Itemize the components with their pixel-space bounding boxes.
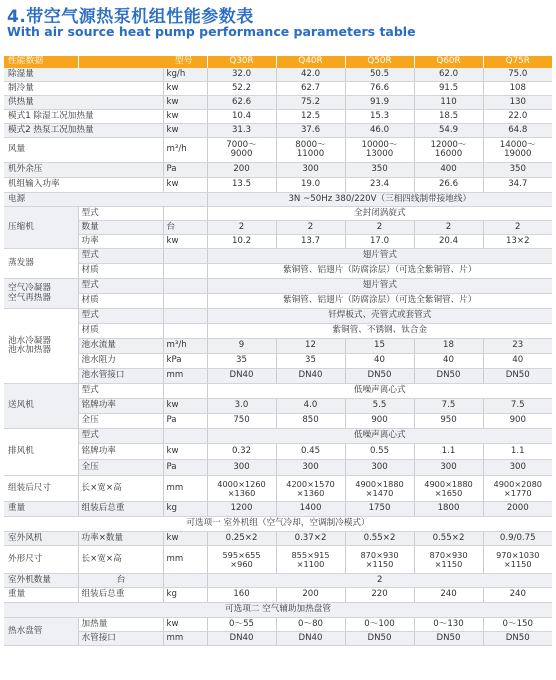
row-sub-label: 功率: [78, 235, 163, 249]
cell-value: 9000: [230, 149, 253, 159]
group-label: [4, 279, 78, 309]
cell-value: DN50: [345, 632, 414, 646]
cell-value: 900: [483, 414, 552, 429]
row-sub-label: 材质: [78, 324, 163, 339]
cell-value: ×960: [230, 558, 253, 569]
cell-value: 35: [207, 354, 276, 369]
table-row: [4, 207, 552, 221]
row-unit: mm: [163, 369, 207, 384]
cell-value: 855×915: [291, 549, 330, 560]
cell-value: 200: [276, 588, 345, 603]
table-row: [4, 603, 552, 618]
cell-value: ×1150: [434, 558, 463, 569]
row-unit: kw: [163, 444, 207, 460]
option-two-heading: 可选项二 空气辅助加热盘管: [4, 603, 552, 618]
row-sub-label: 型式: [78, 384, 163, 399]
cell-value: 970×1030: [496, 549, 540, 560]
cell-value: 31.3: [207, 124, 276, 138]
cell-value: 34.7: [483, 178, 552, 193]
cell-value: 46.0: [345, 124, 414, 138]
cell-value: 50.5: [345, 68, 414, 82]
row-sub-label: 组装后总重: [78, 502, 163, 517]
cell-value: 9: [207, 339, 276, 354]
cell-value: 950: [414, 414, 483, 429]
row-unit: kg/h: [163, 68, 207, 82]
table-row: [4, 414, 552, 429]
cell-value: 12: [276, 339, 345, 354]
cell-value: 22.0: [483, 110, 552, 124]
cell-value: 翅片管式: [207, 279, 552, 294]
cell-value: 42.0: [276, 68, 345, 82]
cell-value: DN50: [483, 369, 552, 384]
cell-value: DN40: [207, 369, 276, 384]
table-row: [4, 264, 552, 279]
cell-value: 900: [345, 414, 414, 429]
row-sub-label: 长×宽×高: [78, 476, 163, 502]
cell-value: 13.5: [207, 178, 276, 193]
cell-value: 7000～: [226, 139, 257, 150]
cell-value: 75.2: [276, 96, 345, 110]
cell-value: 300: [207, 460, 276, 476]
cell-value: 2: [207, 574, 552, 588]
cell-value: 870×930: [360, 549, 399, 560]
page-title: 4.带空气源热泵机组性能参数表: [7, 7, 254, 27]
header-model-q75r: Q75R: [483, 56, 552, 68]
row-sub-label: 材质: [78, 264, 163, 279]
table-row: [4, 517, 552, 532]
cell-value: 160: [207, 588, 276, 603]
cell-value: 37.6: [276, 124, 345, 138]
table-row: [4, 429, 552, 444]
row-unit: m³/h: [163, 339, 207, 354]
row-label: 组装后尺寸: [4, 476, 78, 502]
row-sub-label: 全压: [78, 460, 163, 476]
cell-value: 11000: [296, 149, 325, 159]
cell-value: 870×930: [429, 549, 468, 560]
row-unit: kw: [163, 82, 207, 96]
table-row: [4, 574, 552, 588]
group-label-line: 池水冷凝器: [8, 335, 51, 346]
parameters-table: [4, 56, 552, 646]
cell-value: 300: [276, 460, 345, 476]
row-sub-label: 型式: [78, 249, 163, 264]
table-row: [4, 309, 552, 324]
row-unit: kg: [163, 502, 207, 517]
cell-value: 8000～: [295, 139, 326, 150]
cell-value: 2: [483, 221, 552, 235]
cell-value: 1750: [345, 502, 414, 517]
cell-value: 12.5: [276, 110, 345, 124]
row-sub-label: 水管接口: [78, 632, 163, 646]
cell-value: 220: [345, 588, 414, 603]
cell-value: 300: [276, 163, 345, 178]
row-label: 模式1 除湿工况加热量: [4, 110, 163, 124]
row-sub-label: 长×宽×高: [78, 546, 163, 574]
row-unit: kw: [163, 124, 207, 138]
row-sub-label: 池水流量: [78, 339, 163, 354]
cell-value: 19000: [504, 149, 532, 159]
row-unit: mm: [163, 632, 207, 646]
cell-value: 0.37×2: [276, 532, 345, 546]
cell-value: DN40: [207, 632, 276, 646]
row-unit: m³/h: [163, 138, 207, 163]
cell-value: 10000～: [361, 139, 398, 150]
table-row: [4, 178, 552, 193]
cell-value: DN50: [345, 369, 414, 384]
cell-value: 7.5: [414, 399, 483, 414]
cell-value: 1800: [414, 502, 483, 517]
cell-value: DN50: [414, 632, 483, 646]
row-label: 机组输入功率: [4, 178, 163, 193]
row-sub-label: 池水管接口: [78, 369, 163, 384]
cell-value: 0.55×2: [345, 532, 414, 546]
cell-value: 62.0: [414, 68, 483, 82]
row-label: 风量: [4, 138, 163, 163]
table-row: [4, 399, 552, 414]
cell-value: 3N ~50Hz 380/220V（三相四线制带接地线）: [207, 193, 552, 207]
cell-value: 2: [207, 221, 276, 235]
cell-value: 13000: [365, 149, 394, 159]
cell-value: 5.5: [345, 399, 414, 414]
row-label: 外形尺寸: [4, 546, 78, 574]
header-model-q30r: Q30R: [207, 56, 276, 68]
cell-value: 350: [483, 163, 552, 178]
cell-value: 750: [207, 414, 276, 429]
cell-value: 4900×2080: [493, 478, 543, 489]
cell-value: 4.0: [276, 399, 345, 414]
cell-value: 2000: [483, 502, 552, 517]
row-sub-label: 型式: [78, 309, 163, 324]
cell-value: 75.0: [483, 68, 552, 82]
cell-value: 20.4: [414, 235, 483, 249]
row-sub-label: 铭牌功率: [78, 399, 163, 414]
cell-value: 110: [414, 96, 483, 110]
row-sub-label: 全压: [78, 414, 163, 429]
header-model-q50r: Q50R: [345, 56, 414, 68]
row-unit: Pa: [163, 163, 207, 178]
table-row: [4, 546, 552, 574]
row-sub-label: 组装后总重: [78, 588, 163, 603]
group-label: 蒸发器: [4, 249, 78, 279]
table-row: [4, 444, 552, 460]
cell-value: 0～100: [345, 618, 414, 632]
cell-value: 40: [345, 354, 414, 369]
cell-value: 108: [483, 82, 552, 96]
table-row: [4, 163, 552, 178]
table-row: [4, 384, 552, 399]
cell-value: 0.9/0.75: [483, 532, 552, 546]
row-sub-label: 型式: [78, 279, 163, 294]
table-row: [4, 324, 552, 339]
cell-value: 0～80: [276, 618, 345, 632]
cell-value: 低噪声离心式: [207, 384, 552, 399]
cell-value: 62.7: [276, 82, 345, 96]
cell-value: 4000×1260: [217, 478, 266, 489]
cell-value: 23.4: [345, 178, 414, 193]
group-label: 送风机: [4, 384, 78, 429]
table-row: [4, 369, 552, 384]
cell-value: 400: [414, 163, 483, 178]
row-unit: kw: [163, 532, 207, 546]
cell-value: 1.1: [483, 444, 552, 460]
cell-value: ×1360: [296, 487, 325, 498]
cell-value: 0～55: [207, 618, 276, 632]
row-sub-label: 功率×数量: [78, 532, 163, 546]
cell-value: 0.55×2: [414, 532, 483, 546]
cell-value: DN50: [483, 632, 552, 646]
cell-value: 10.2: [207, 235, 276, 249]
cell-value: 0.25×2: [207, 532, 276, 546]
cell-value: DN50: [414, 369, 483, 384]
cell-value: 62.6: [207, 96, 276, 110]
row-label: 除湿量: [4, 68, 163, 82]
cell-value: DN40: [276, 632, 345, 646]
cell-value: 240: [414, 588, 483, 603]
cell-value: 76.6: [345, 82, 414, 96]
cell-value: 低噪声离心式: [207, 429, 552, 444]
cell-value: DN40: [276, 369, 345, 384]
cell-value: 300: [483, 460, 552, 476]
cell-value: 52.2: [207, 82, 276, 96]
row-unit: Pa: [163, 460, 207, 476]
row-sub-label: 台: [78, 574, 163, 588]
row-label: 重量: [4, 502, 78, 517]
cell-value: 7.5: [483, 399, 552, 414]
row-unit: Pa: [163, 414, 207, 429]
cell-value: 1400: [276, 502, 345, 517]
cell-value: 2: [276, 221, 345, 235]
table-row: [4, 193, 552, 207]
table-row: [4, 339, 552, 354]
cell-value: 12000～: [430, 139, 467, 150]
page-subtitle: With air source heat pump performance parameters table: [7, 24, 416, 39]
group-label: 压缩机: [4, 207, 78, 249]
cell-value: 15.3: [345, 110, 414, 124]
cell-value: ×1650: [434, 487, 463, 498]
cell-value: 0～150: [483, 618, 552, 632]
group-label-line: 空气冷凝器: [8, 283, 51, 294]
row-label: 供热量: [4, 96, 163, 110]
cell-value: 17.0: [345, 235, 414, 249]
table-row: [4, 476, 552, 502]
cell-value: 4900×1880: [355, 478, 404, 489]
table-row: [4, 279, 552, 294]
row-unit: kw: [163, 399, 207, 414]
cell-value: 0.32: [207, 444, 276, 460]
row-unit: mm: [163, 476, 207, 502]
header-model-q60r: Q60R: [414, 56, 483, 68]
table-row: [4, 502, 552, 517]
row-sub-label: 型式: [78, 429, 163, 444]
row-sub-label: 数量: [78, 221, 163, 235]
cell-value: 1200: [207, 502, 276, 517]
row-label: 机外余压: [4, 163, 163, 178]
option-one-heading: 可选项一 室外机组（空气冷却，空调制冷模式）: [4, 517, 552, 532]
row-sub-label: 材质: [78, 294, 163, 309]
table-row: [4, 632, 552, 646]
cell-value: 23: [483, 339, 552, 354]
cell-value: 1.1: [414, 444, 483, 460]
cell-value: 3.0: [207, 399, 276, 414]
header-params: 性能数据: [4, 56, 78, 68]
table-row: [4, 235, 552, 249]
cell-value: 91.5: [414, 82, 483, 96]
row-label: 电源: [4, 193, 207, 207]
row-sub-label: 铭牌功率: [78, 444, 163, 460]
cell-value: 35: [276, 354, 345, 369]
cell-value: 钎焊板式、壳管式或套管式: [207, 309, 552, 324]
cell-value: 300: [414, 460, 483, 476]
group-label: 排风机: [4, 429, 78, 476]
cell-value: 4200×1570: [286, 478, 335, 489]
cell-value: 26.6: [414, 178, 483, 193]
row-sub-label: 加热量: [78, 618, 163, 632]
table-row: [4, 532, 552, 546]
row-sub-label: 型式: [78, 207, 163, 221]
row-unit: kw: [163, 235, 207, 249]
table-row: [4, 96, 552, 110]
cell-value: 紫铜管、不锈钢、钛合金: [207, 324, 552, 339]
cell-value: 18.5: [414, 110, 483, 124]
cell-value: 4900×1880: [424, 478, 473, 489]
cell-value: 350: [345, 163, 414, 178]
cell-value: ×1150: [503, 558, 532, 569]
row-unit: 台: [163, 221, 207, 235]
table-row: [4, 82, 552, 96]
cell-value: 40: [414, 354, 483, 369]
row-label: 模式2 热泵工况加热量: [4, 124, 163, 138]
cell-value: 300: [345, 460, 414, 476]
row-unit: kw: [163, 110, 207, 124]
row-label: 室外风机: [4, 532, 78, 546]
header-model: 型号: [78, 56, 207, 68]
row-unit: kw: [163, 618, 207, 632]
row-unit: kw: [163, 96, 207, 110]
cell-value: 10.4: [207, 110, 276, 124]
cell-value: ×1100: [296, 558, 325, 569]
row-unit: mm: [163, 546, 207, 574]
table-row: [4, 294, 552, 309]
cell-value: 19.0: [276, 178, 345, 193]
cell-value: 紫铜管、铝翅片（防腐涂层）（可选全紫铜管、片）: [207, 264, 552, 279]
row-unit: kw: [163, 178, 207, 193]
cell-value: 紫铜管、铝翅片（防腐涂层）（可选全紫铜管、片）: [207, 294, 552, 309]
row-sub-label: 池水阻力: [78, 354, 163, 369]
cell-value: 91.9: [345, 96, 414, 110]
cell-value: 0.45: [276, 444, 345, 460]
cell-value: 240: [483, 588, 552, 603]
cell-value: 18: [414, 339, 483, 354]
group-label: [4, 309, 78, 384]
cell-value: 200: [207, 163, 276, 178]
table-row: [4, 618, 552, 632]
cell-value: ×1360: [227, 487, 256, 498]
table-row: [4, 354, 552, 369]
cell-value: 595×655: [222, 549, 261, 560]
cell-value: ×1470: [365, 487, 394, 498]
cell-value: 13×2: [483, 235, 552, 249]
row-label: 重量: [4, 588, 78, 603]
table-row: [4, 110, 552, 124]
table-row: [4, 588, 552, 603]
group-label-line: 空气再热器: [8, 292, 51, 303]
cell-value: 13.7: [276, 235, 345, 249]
cell-value: 32.0: [207, 68, 276, 82]
cell-value: 全封闭涡旋式: [207, 207, 552, 221]
table-row: [4, 221, 552, 235]
table-row: [4, 124, 552, 138]
group-label: 热水盘管: [4, 618, 78, 646]
header-model-q40r: Q40R: [276, 56, 345, 68]
row-label: 制冷量: [4, 82, 163, 96]
cell-value: 0.55: [345, 444, 414, 460]
table-row: [4, 460, 552, 476]
cell-value: 14000～: [499, 139, 536, 150]
row-unit: kg: [163, 588, 207, 603]
table-row: [4, 138, 552, 163]
cell-value: 15: [345, 339, 414, 354]
cell-value: 16000: [434, 149, 463, 159]
cell-value: 64.8: [483, 124, 552, 138]
cell-value: 54.9: [414, 124, 483, 138]
cell-value: 40: [483, 354, 552, 369]
cell-value: 850: [276, 414, 345, 429]
table-row: [4, 249, 552, 264]
cell-value: ×1770: [503, 487, 532, 498]
row-label: 室外机数量: [4, 574, 78, 588]
cell-value: 2: [345, 221, 414, 235]
row-unit: kPa: [163, 354, 207, 369]
cell-value: 130: [483, 96, 552, 110]
table-row: [4, 68, 552, 82]
group-label-line: 池水加热器: [8, 345, 51, 355]
table-header-row: [4, 56, 552, 68]
cell-value: 0～130: [414, 618, 483, 632]
cell-value: 2: [414, 221, 483, 235]
cell-value: 翅片管式: [207, 249, 552, 264]
cell-value: ×1150: [365, 558, 394, 569]
